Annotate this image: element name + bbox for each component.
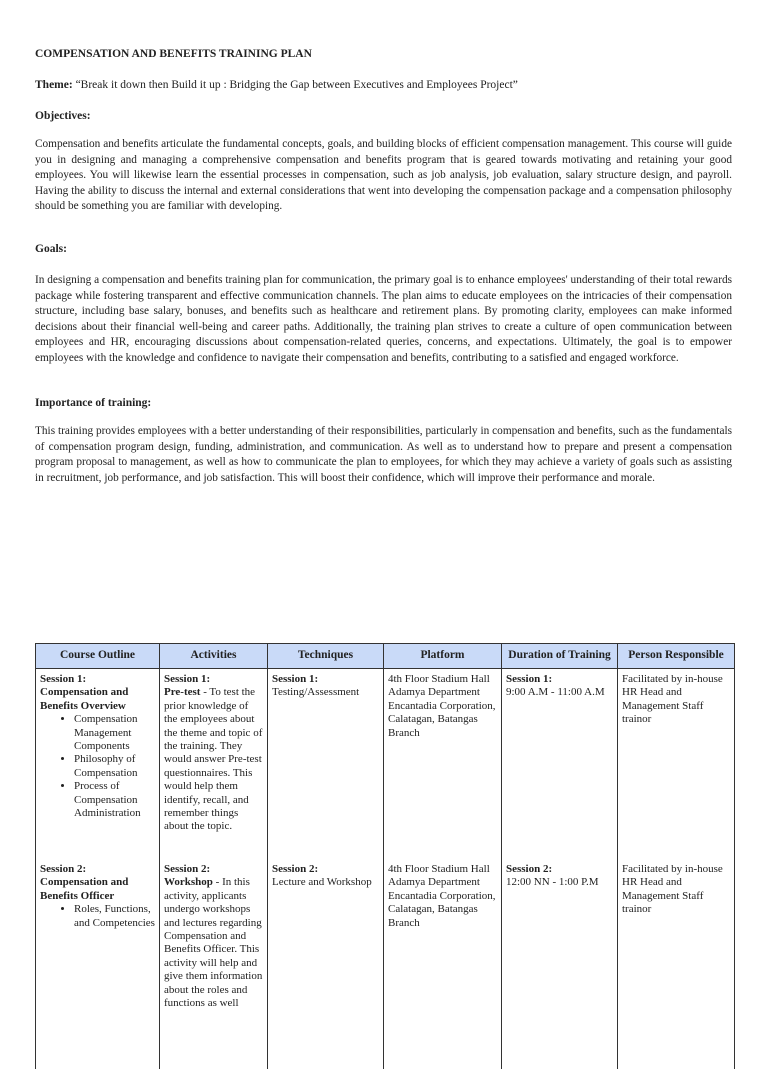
duration-text: 12:00 NN - 1:00 P.M — [506, 876, 599, 889]
header-person-responsible: Person Responsible — [618, 644, 735, 669]
technique-text: Lecture and Workshop — [272, 876, 372, 889]
technique-session: Session 1: — [272, 673, 319, 685]
cell-person-responsible: Facilitated by in-house HR Head and Management Staff trainor — [618, 859, 735, 1069]
outline-session: Session 2: — [40, 863, 87, 875]
document-title: COMPENSATION AND BENEFITS TRAINING PLAN — [35, 48, 312, 60]
outline-topics — [40, 713, 155, 820]
activity-name: Workshop — [164, 876, 213, 889]
duration-session: Session 1: — [506, 673, 553, 685]
cell-techniques — [268, 859, 384, 1069]
list-item: • Process of Compensation Administration — [74, 780, 155, 820]
goals-paragraph: In designing a compensation and benefits training plan for communication, the primary goal is to enhance employees' understanding of their total rewards package while fostering transparent and effective communication channels. The plan aims to educate employees on the intricacies of their compensation structure, including base salary, bonuses, and benefits such as healthcare and retirement plans. By promoting clarity, employees can make informed decisions about their financial well-being and career paths. Additionally, the training plan strives to create a culture of open communication between employees and HR, encouraging discussions about compensation-related queries, concerns, and expectations. Ultimately, the goal is to empower employees with the knowledge and confidence to navigate their compensation and benefits, contributing to a satisfied and engaged workforce. — [35, 274, 732, 364]
list-item: • Roles, Functions, and Competencies — [74, 903, 155, 930]
cell-person-responsible: Facilitated by in-house HR Head and Management Staff trainor — [618, 669, 735, 860]
list-item: • Philosophy of Compensation — [74, 753, 155, 780]
header-activities: Activities — [160, 644, 268, 669]
header-duration: Duration of Training — [502, 644, 618, 669]
activity-session: Session 1: — [164, 673, 211, 685]
duration-text: 9:00 A.M - 11:00 A.M — [506, 686, 605, 699]
outline-title: Compensation and Benefits Overview — [40, 686, 129, 712]
activity-description — [164, 876, 263, 1010]
cell-duration — [502, 859, 618, 1069]
goals-heading: Goals: — [35, 243, 67, 255]
technique-session: Session 2: — [272, 863, 319, 875]
outline-topics — [40, 903, 155, 930]
activity-description — [164, 686, 263, 833]
importance-heading: Importance of training: — [35, 397, 152, 409]
table-row — [36, 859, 735, 1069]
cell-activities — [160, 669, 268, 860]
activity-name: Pre-test — [164, 686, 201, 699]
duration-session: Session 2: — [506, 863, 553, 875]
header-course-outline: Course Outline — [36, 644, 160, 669]
theme-text: “Break it down then Build it up : Bridging the Gap between Executives and Employees Project” — [72, 79, 518, 91]
cell-duration — [502, 669, 618, 860]
cell-techniques — [268, 669, 384, 860]
theme-line — [35, 79, 518, 91]
outline-session: Session 1: — [40, 673, 87, 685]
table-row — [36, 669, 735, 860]
outline-title: Compensation and Benefits Officer — [40, 876, 129, 902]
cell-platform: 4th Floor Stadium Hall Adamya Department Encantadia Corporation, Calatagan, Batangas Branch — [384, 669, 502, 860]
cell-course-outline — [36, 859, 160, 1069]
header-techniques: Techniques — [268, 644, 384, 669]
cell-platform: 4th Floor Stadium Hall Adamya Department Encantadia Corporation, Calatagan, Batangas Branch — [384, 859, 502, 1069]
table-header-row — [36, 644, 735, 669]
theme-label: Theme: — [35, 79, 73, 91]
training-plan-table — [35, 643, 735, 1069]
cell-course-outline — [36, 669, 160, 860]
activity-text: - To test the prior knowledge of the employees about the theme and topic of the training. They would answer Pre-test questionnaires. This would help them identify, recall, and remember things about the topic. — [164, 686, 263, 833]
objectives-paragraph: Compensation and benefits articulate the fundamental concepts, goals, and building blocks of efficient compensation management. This course will guide you in designing and managing a comprehensive compensation and benefits program that is geared towards motivating and retaining your good employees. You will likewise learn the essential processes in compensation, such as job analysis, job evaluation, salary structure design, and payroll. Having the ability to discuss the internal and external considerations that went into developing the compensation package and a compensation philosophy should be something you are familiar with developing. — [35, 138, 732, 212]
cell-activities — [160, 859, 268, 1069]
activity-text: - In this activity, applicants undergo workshops and lectures regarding Compensation and Benefits Officer. This activity will help and give them information about the roles and functions as well — [164, 876, 263, 1010]
activity-session: Session 2: — [164, 863, 211, 875]
header-platform: Platform — [384, 644, 502, 669]
technique-text: Testing/Assessment — [272, 686, 360, 699]
list-item: • Compensation Management Components — [74, 713, 155, 753]
importance-paragraph: This training provides employees with a better understanding of their responsibilities, particularly in compensation and benefits, such as the fundamentals of compensation program design, funding, administration, and communication. As well as to understand how to prepare and present a compensation program proposal to management, as well as how to communicate the plan to employees, for which they may achieve a variety of goals such as assisting in recruitment, job performance, and job satisfaction. This will boost their confidence, which will improve their performance and morale. — [35, 425, 732, 484]
objectives-heading: Objectives: — [35, 110, 91, 122]
